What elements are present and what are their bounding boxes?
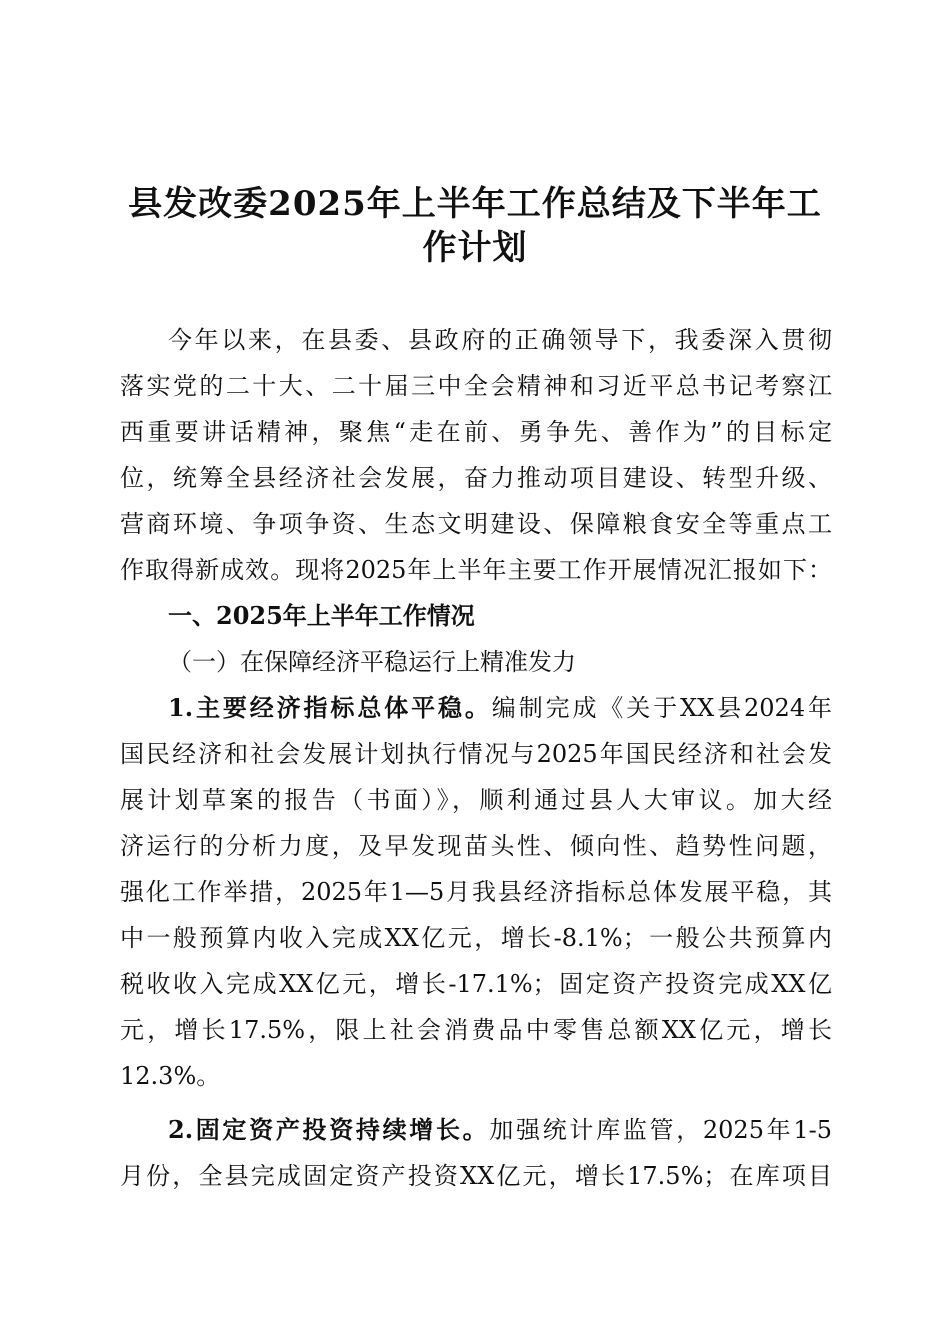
item1-first-rest: 编制完成《关于XX县2024年 [491, 694, 832, 722]
document-title [110, 182, 840, 270]
item1-lead: 1.主要经济指标总体平稳。 [168, 693, 492, 722]
title-line-2: 作计划 [422, 228, 528, 268]
item2-line: 月份，全县完成固定资产投资XX亿元，增长17.5%；在库项目 [120, 1162, 832, 1190]
item1-line: 元，增长17.5%，限上社会消费品中零售总额XX亿元，增长 [120, 1016, 832, 1044]
item1-line: 中一般预算内收入完成XX亿元，增长-8.1%；一般公共预算内 [120, 924, 832, 952]
intro-line: 营商环境、争项争资、生态文明建设、保障粮食安全等重点工 [120, 510, 832, 538]
item1-line: 展计划草案的报告（书面）》，顺利通过县人大审议。加大经 [120, 786, 832, 814]
intro-line: 西重要讲话精神，聚焦“走在前、勇争先、善作为”的目标定 [120, 418, 832, 446]
item1-first-line [168, 685, 832, 731]
item1-line: 济运行的分析力度，及早发现苗头性、倾向性、趋势性问题， [120, 832, 832, 860]
section-heading: 一、2025年上半年工作情况 [168, 601, 475, 630]
item2-first-line [168, 1107, 832, 1153]
item1-line: 强化工作举措，2025年1—5月我县经济指标总体发展平稳，其 [120, 878, 832, 906]
intro-line: 今年以来，在县委、县政府的正确领导下，我委深入贯彻 [168, 326, 832, 354]
item1-line: 税收收入完成XX亿元，增长-17.1%；固定资产投资完成XX亿 [120, 970, 832, 998]
title-line-1: 县发改委2025年上半年工作总结及下半年工 [128, 184, 822, 224]
intro-line: 作取得新成效。现将2025年上半年主要工作开展情况汇报如下： [120, 556, 832, 584]
subsection-heading: （一）在保障经济平稳运行上精准发力 [168, 648, 576, 676]
intro-line: 位，统筹全县经济社会发展，奋力推动项目建设、转型升级、 [120, 464, 832, 492]
item1-line: 国民经济和社会发展计划执行情况与2025年国民经济和社会发 [120, 740, 832, 768]
item2-first-rest: 加强统计库监管，2025年1-5 [489, 1116, 832, 1144]
item1-line: 12.3%。 [120, 1062, 221, 1090]
item2-lead: 2.固定资产投资持续增长。 [168, 1115, 490, 1144]
intro-line: 落实党的二十大、二十届三中全会精神和习近平总书记考察江 [120, 372, 832, 400]
